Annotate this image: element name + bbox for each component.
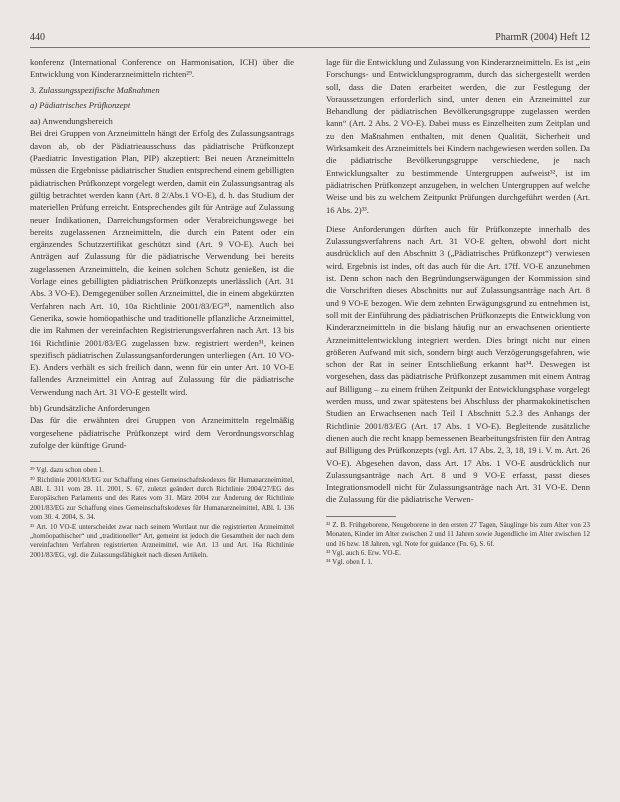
page-header — [30, 32, 590, 46]
footnote: ²⁹ Vgl. dazu schon oben 1. — [30, 466, 104, 475]
footnote-rule — [30, 461, 100, 462]
journal-reference: PharmR (2004) Heft 12 — [495, 32, 590, 43]
left-column — [30, 56, 294, 560]
section-heading: 3. Zulassungsspezifische Maßnahmen — [30, 84, 160, 95]
right-column — [326, 56, 590, 568]
paragraph-pruefkonzept: lage für die Entwicklung und Zulassung von Kinderarzneimitteln. Es ist „ein Forschungs- und Entwicklungsprogramm, durch das sichergestellt werden soll, dass die Daten erarbeitet werden, die zur Festlegung der Voraussetzungen erforderlich sind, unter denen ein Arzneimittel zur Behandlung der pädiatrischen Bevölkerungsgruppe zugelassen werden kann“ (Art. 2 Abs. 2 VO-E). Dabei muss es Einzelheiten zum Zeitplan und zu den Maßnahmen enthalten, mit denen Qualität, Sicherheit und Wirksamkeit des Arzneimittels bei Kindern nachgewiesen werden sollen. Da die pädiatrische Bevölkerungsgruppe verschiedene, je nach Entwicklungsalter zu bestimmende Untergruppen aufweist³², ist im pädiatrischen Prüfkonzept anzugeben, in welchen Untergruppen auf welche Weise und bis zu welchem Zeitpunkt Prüfungen durchgeführt werden (Art. 16 Abs. 2)³³. — [326, 57, 590, 215]
subsubsection-heading-bb: bb) Grundsätzliche Anforderungen — [30, 403, 150, 414]
page-number: 440 — [30, 32, 45, 43]
paragraph-grundsaetzliche: Das für die erwähnten drei Gruppen von Arzneimitteln regelmäßig vorgesehene pädiatrische Prüfkonzept wird dem Verordnungsvorschlag zufolge der künftige Grund- — [30, 415, 294, 450]
paragraph-anforderungen: Diese Anforderungen dürften auch für Prüfkonzepte innerhalb des Zulassungsverfahrens nach Art. 31 VO-E gelten, obwohl dort nicht ausdrücklich auf den Abschnitt 3 („Pädiatrisches Prüfkonzept“) verwiesen wird. Ergebnis ist indes, oft das auch für die Art. 17ff. VO-E anzunehmen ist. Denn schon nach den Begründungserwägungen der Kommission sind die Vorschriften dieses Abschnitts nur auf Zulassungsanträge nach Art. 8 und 9 VO-E bezogen. Wie dem zehnten Erwägungsgrund zu entnehmen ist, soll mit der Einführung des pädiatrischen Prüfkonzepts die Entwicklung von Kinderarzneimitteln in die bislang häufig nur an erwachsenen orientierte Arzneimittelentwicklung integriert werden. Dies bringt nicht nur einen größeren Aufwand mit sich, sondern birgt auch Verzögerungsgefahren, wie schon der Rat in seiner Entschließung erkannt hat³⁴. Deswegen ist vorgesehen, dass das pädiatrische Prüfkonzept zusammen mit einem Antrag auf Billigung – zu einem frühen Zeitpunkt der Entwicklungsphase vorgelegt werden muss, und zwar spätestens bei Abschluss der pharmakokinetischen Studien an Erwachsenen nach Teil I Abschnitt 5.2.3 des Anhangs der Richtlinie 2001/83/EG (Art. 17 Abs. 1 VO-E). Begleitende zusätzliche dienen auch die recht knapp bemessenen Bearbeitungsfristen für den Antrag auf Billigung des Prüfkonzepts (vgl. Art. 17 Abs. 2, 3, 18, 19 i. V. m. Art. 26 VO-E). Abgesehen davon, dass Art. 17 Abs. 1 VO-E ausdrücklich nur Zulassungsanträge nach Art. 8 und 9 VO-E erfasst, passt dieses Integrationsmodell nicht für Zulassungsanträge nach Art. 31 VO-E. Denn die Zulassung für die pädiatrische Verwen- — [326, 223, 590, 505]
footnote: ³⁴ Vgl. oben I. 1. — [326, 558, 373, 567]
footnote: ³¹ Art. 10 VO-E unterscheidet zwar nach seinem Wortlaut nur die registrierten Arzneimittel „homöopathischer“ und „traditioneller“ Art, gemeint ist jedoch die Gesamtheit der nach dem vereinfachten Verfahren registrierten Arzneimittel, wie Art. 13 und Art. 16a Richtlinie 2001/83/EG, vgl. die Zulassungsfähigkeit nach diesen Artikeln. — [30, 522, 294, 559]
paragraph-anwendungsbereich: Bei drei Gruppen von Arzneimitteln hängt der Erfolg des Zulassungsantrags davon ab, ob der Pädiatrieausschuss das pädiatrische Prüfkonzept (Paediatric Investigation Plan, PIP) akzeptiert: Bei neuen Arzneimitteln müssen die Ergebnisse pädiatrischer Studien entsprechend einem gebilligten pädiatrischen Prüfkonzept vorgelegt werden, damit ein Zulassungsantrag als gültig betrachtet werden kann (Art. 8 2/Abs.1 VO-E), d. h. das Studium der materiellen Prüfung erreicht. Entsprechendes gilt für Anträge auf Zulassung neuer Indikationen, Darreichungsformen oder Verabreichungswege bei bereits zugelassenen Arzneimitteln, die durch ein Patent oder ein ergänzendes Schutzzertifikat geschützt sind (Art. 9 VO-E). Auch bei Anträgen auf Zulassung für die pädiatrische Verwendung bei bereits zugelassenen Arzneimitteln, die keinen solchen Schutz genießen, ist die Vorlage eines gebilligten pädiatrischen Prüfkonzepts unerlässlich (Art. 31 Abs. 3 VO-E). Demgegenüber sollen Arzneimittel, die in einem abgekürzten Verfahren nach Art. 10, 10a Richtlinie 2001/83/EG³⁰, namentlich also Generika, sowie homöopathische und traditionelle pflanzliche Arzneimittel, die im Rahmen der vereinfachten Registrierungsverfahren nach Art. 13 bis 16i Richtlinie 2001/83/EG zugelassen bzw. registriert werden³¹, keinen spezifisch pädiatrischen Zulassungsanforderungen unterliegen (Art. 10 VO-E). Anders verhält es sich freilich dann, wenn für ein unter Art. 10 VO-E fallendes Arzneimittel ein Antrag auf Zulassung für die pädiatrische Verwendung nach Art. 31 VO-E gestellt wird. — [30, 128, 294, 397]
footnote: ³³ Vgl. auch 6. Erw. VO-E. — [326, 548, 401, 557]
subsection-heading: a) Pädiatrisches Prüfkonzept — [30, 99, 131, 110]
footnote: ³⁰ Richtlinie 2001/83/EG zur Schaffung eines Gemeinschaftskodexes für Humanarzneimittel, ABl. L 311 vom 28. 11. 2001, S. 67, zuletzt geändert durch Richtlinie 2004/27/EG des Europäischen Parlaments und des Rates vom 31. März 2004 zur Änderung der Richtlinie 2001/83/EG zur Schaffung eines Gemeinschaftskodexes für Humanarzneimittel, ABl. L 136 vom 30. 4. 2004, S. 34. — [30, 475, 294, 522]
footnote: ³² Z. B. Frühgeborene, Neugeborene in den ersten 27 Tagen, Säuglinge bis zum Alter von 23 Monaten, Kinder im Alter zwischen 2 und 11 Jahren sowie Jugendliche im Alter zwischen 12 und 16 bzw. 18 Jahren, vgl. Note for guidance (Fn. 6), S. 6f. — [326, 520, 590, 548]
header-rule — [30, 47, 590, 48]
footnote-rule — [326, 516, 396, 517]
paragraph-intro: konferenz (International Conference on Harmonisation, ICH) über die Entwicklung von Kinderarzneimitteln richten²⁹. — [30, 57, 294, 80]
subsubsection-heading-aa: aa) Anwendungsbereich — [30, 116, 113, 127]
